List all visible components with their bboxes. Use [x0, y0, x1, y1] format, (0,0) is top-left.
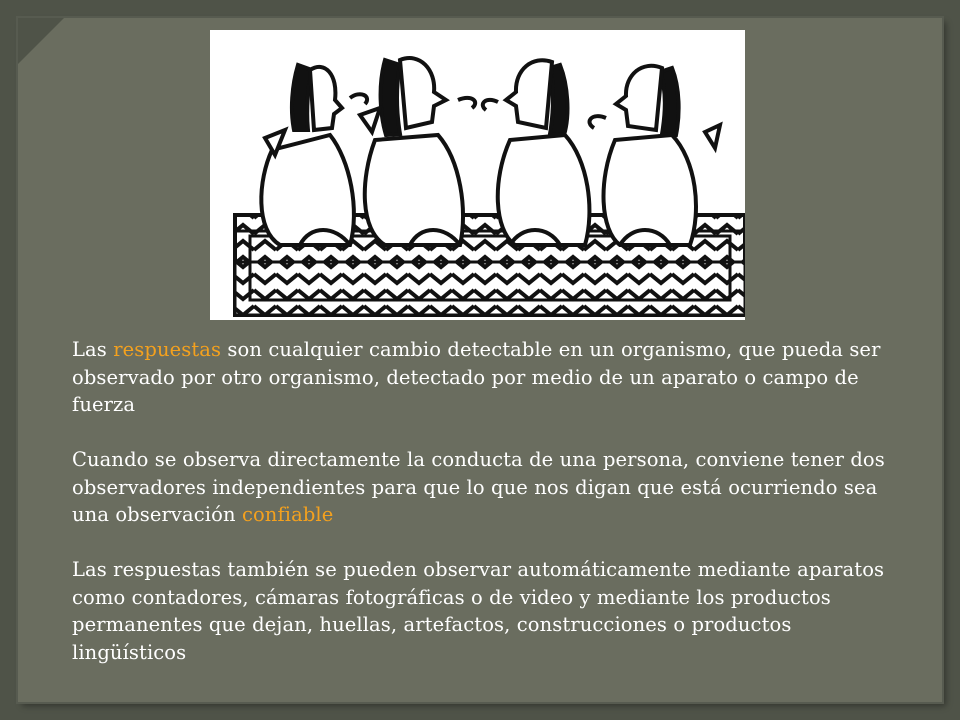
- seated-figure-1: [261, 65, 354, 245]
- body-text: [72, 336, 902, 666]
- highlight-confiable: confiable: [241, 503, 334, 526]
- text-run: Las: [72, 338, 114, 361]
- speech-scroll-1: [350, 94, 367, 104]
- seated-figure-3: [498, 60, 590, 245]
- highlight-respuestas: respuestas: [113, 338, 222, 361]
- paragraph-observadores: [72, 446, 902, 529]
- paragraph-respuestas: [72, 336, 902, 419]
- seated-figure-2: [360, 58, 463, 245]
- text-run: son cualquier cambio detectable en un organismo, que pueda ser observado por otro organismo, detectado por medio de un aparato o campo de fuerza: [72, 338, 881, 416]
- paragraph-automaticamente: Las respuestas también se pueden observar automáticamente mediante aparatos como contadores, cámaras fotográficas o de video y mediante los productos permanentes que dejan, huellas, artefactos, construcciones o productos lingüísticos: [72, 558, 885, 664]
- speech-scroll-2: [458, 98, 475, 108]
- speech-scroll-4: [590, 116, 606, 128]
- text-run: Cuando se observa directamente la conducta de una persona, conviene tener dos observadores independientes para que lo que nos digan que está ocurriendo sea una observación: [72, 448, 885, 526]
- codex-illustration: [210, 30, 745, 320]
- speech-scroll-3: [483, 100, 498, 110]
- corner-decoration: [18, 18, 64, 64]
